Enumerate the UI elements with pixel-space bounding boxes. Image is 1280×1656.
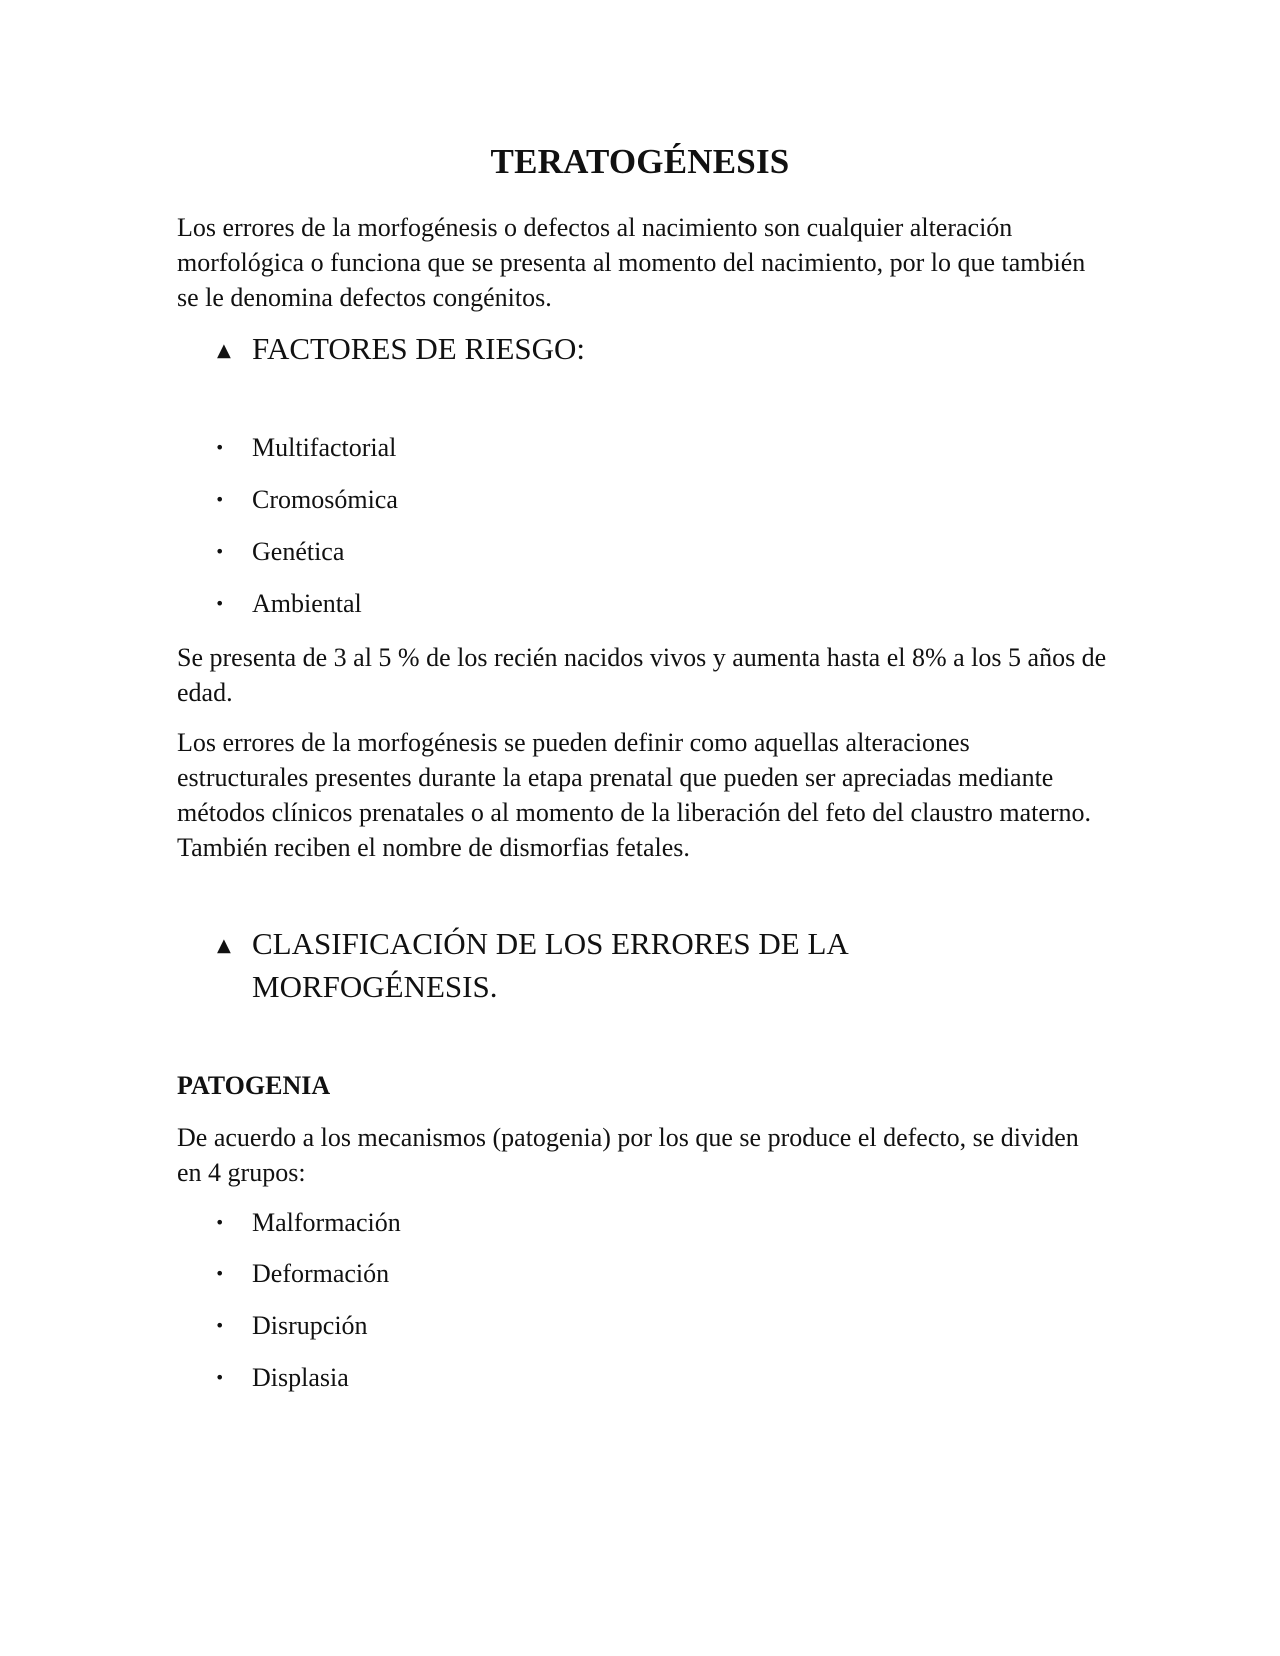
bullet-dot-icon: •: [215, 490, 225, 509]
triangle-bullet-icon: ▲: [217, 935, 231, 956]
bullet-dot-icon: •: [215, 1368, 225, 1387]
incidence-paragraph: Se presenta de 3 al 5 % de los recién nacidos vivos y aumenta hasta el 8% a los 5 años de edad.: [177, 643, 1107, 707]
definition-paragraph: Los errores de la morfogénesis se pueden definir como aquellas alteraciones estructurales presentes durante la etapa prenatal que pueden ser apreciadas mediante métodos clínicos prenatales o al momento de la liberación del feto del claustro materno. También reciben el nombre de dismorfias fetales.: [177, 728, 1092, 862]
document-title: TERATOGÉNESIS: [490, 142, 790, 181]
intro-paragraph: Los errores de la morfogénesis o defectos al nacimiento son cualquier alteración morfológica o funciona que se presenta al momento del nacimiento, por lo que también se le denomina defectos congénitos.: [177, 213, 1086, 312]
bullet-dot-icon: •: [215, 1213, 225, 1232]
bullet-dot-icon: •: [215, 1316, 225, 1335]
pathogenesis-group-label: Displasia: [252, 1363, 349, 1392]
pathogenesis-group-label: Disrupción: [252, 1311, 368, 1340]
pathogenesis-label: PATOGENIA: [177, 1071, 331, 1100]
risk-factor-label: Cromosómica: [252, 485, 398, 514]
bullet-dot-icon: •: [215, 542, 225, 561]
bullet-dot-icon: •: [215, 1264, 225, 1283]
risk-factors-heading-text: FACTORES DE RIESGO:: [252, 331, 586, 366]
risk-factor-label: Genética: [252, 537, 345, 566]
triangle-bullet-icon: ▲: [217, 340, 231, 361]
risk-factor-label: Multifactorial: [252, 433, 397, 462]
classification-heading-text: CLASIFICACIÓN DE LOS ERRORES DE LA MORFOGÉNESIS.: [252, 926, 848, 1004]
bullet-dot-icon: •: [215, 438, 225, 457]
pathogenesis-group-label: Malformación: [252, 1208, 401, 1237]
pathogenesis-group-label: Deformación: [252, 1259, 390, 1288]
pathogenesis-intro-paragraph: De acuerdo a los mecanismos (patogenia) por los que se produce el defecto, se dividen en 4 grupos:: [177, 1123, 1079, 1187]
bullet-dot-icon: •: [215, 594, 225, 613]
risk-factor-label: Ambiental: [252, 589, 362, 618]
